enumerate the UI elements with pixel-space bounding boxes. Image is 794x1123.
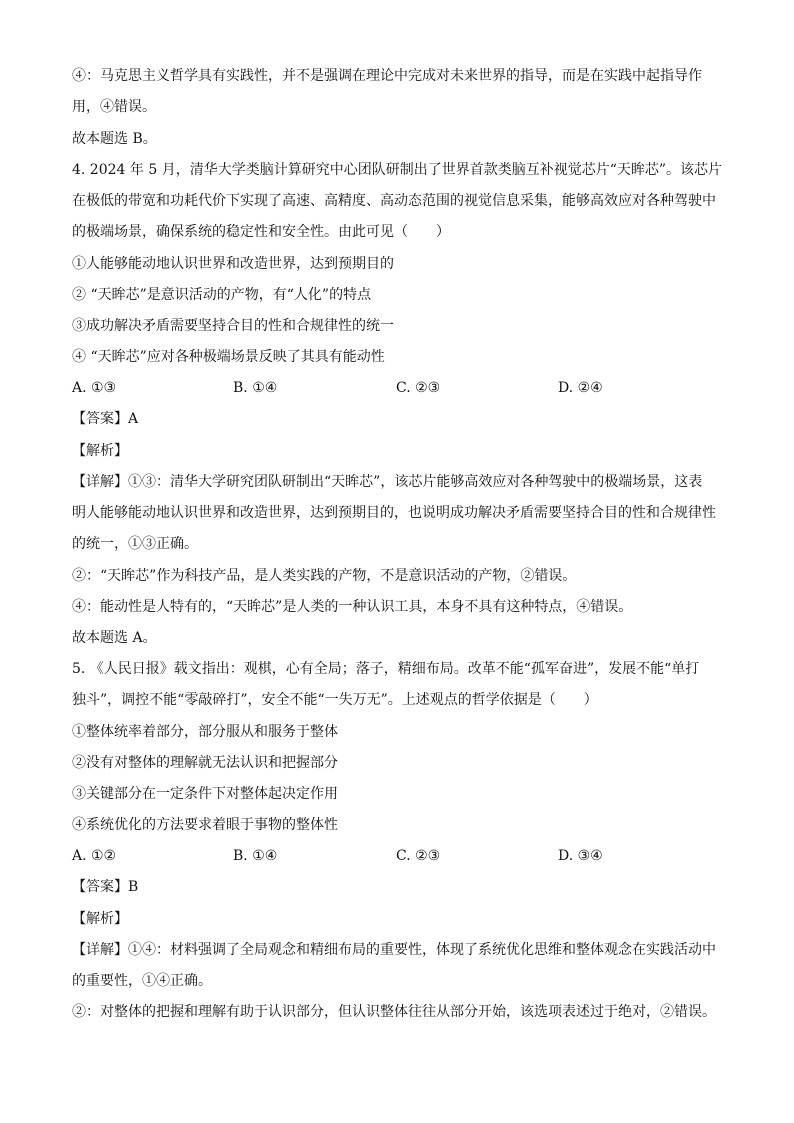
q4-answer: 【答案】A	[72, 411, 139, 427]
q4-stem-line: 在极低的带宽和功耗代价下实现了高速、高精度、高动态范围的视觉信息采集，能够高效应对各种驾驶中	[72, 193, 716, 209]
q5-option-c: C. ②③	[396, 848, 441, 864]
q5-statement: ④系统优化的方法要求着眼于事物的整体性	[72, 817, 338, 833]
q5-option-a: A. ①②	[72, 848, 117, 864]
q4-statement: ①人能够能动地认识世界和改造世界，达到预期目的	[72, 256, 394, 272]
q4-detail-line: ④：能动性是人特有的，“天眸芯”是人类的一种认识工具，本身不具有这种特点，④错误。	[72, 599, 633, 615]
q4-statement: ② “天眸芯”是意识活动的产物，有“人化”的特点	[72, 287, 372, 303]
q4-detail-line: 的统一，①③正确。	[72, 536, 198, 552]
q5-detail-line: 的重要性，①④正确。	[72, 973, 212, 989]
prev-explanation-line: 用，④错误。	[72, 99, 156, 115]
q4-conclusion: 故本题选 A。	[72, 630, 157, 646]
q4-detail-line: ②：“天眸芯”作为科技产品，是人类实践的产物，不是意识活动的产物，②错误。	[72, 568, 577, 584]
q5-statement: ③关键部分在一定条件下对整体起决定作用	[72, 786, 338, 802]
q5-detail-line: 【详解】①④：材料强调了全局观念和精细布局的重要性，体现了系统优化思维和整体观念在实践活动中	[72, 942, 716, 958]
q4-statement: ④ “天眸芯”应对各种极端场景反映了其具有能动性	[72, 349, 385, 365]
q5-detail-line: ②：对整体的把握和理解有助于认识部分，但认识整体往往从部分开始，该选项表述过于绝对，②错误。	[72, 1004, 716, 1020]
q5-option-d: D. ③④	[558, 848, 603, 864]
q4-option-d: D. ②④	[558, 380, 603, 396]
q4-detail-line: 【详解】①③：清华大学研究团队研制出“天眸芯”，该芯片能够高效应对各种驾驶中的极端场景，这表	[72, 474, 703, 490]
q5-stem-line: 5. 《人民日报》载文指出：观棋，心有全局；落子，精细布局。改革不能“孤军奋进”，发展不能“单打	[72, 661, 700, 677]
q4-option-a: A. ①③	[72, 380, 117, 396]
prev-conclusion: 故本题选 B。	[72, 131, 157, 147]
q4-stem-line: 的极端场景，确保系统的稳定性和安全性。由此可见（ ）	[72, 224, 450, 240]
prev-explanation-line: ④：马克思主义哲学具有实践性，并不是强调在理论中完成对未来世界的指导，而是在实践中起指导作	[72, 68, 702, 84]
q5-answer: 【答案】B	[72, 879, 139, 895]
q5-option-b: B. ①④	[233, 848, 278, 864]
q5-analysis-label: 【解析】	[72, 911, 128, 927]
q5-stem-line: 独斗”，调控不能“零敲碎打”，安全不能“一失万无”。上述观点的哲学依据是（ ）	[72, 692, 598, 708]
q5-statement: ②没有对整体的理解就无法认识和把握部分	[72, 755, 338, 771]
q4-option-b: B. ①④	[233, 380, 278, 396]
q4-statement: ③成功解决矛盾需要坚持合目的性和合规律性的统一	[72, 318, 394, 334]
q4-option-c: C. ②③	[396, 380, 441, 396]
q4-stem-line: 4. 2024 年 5 月，清华大学类脑计算研究中心团队研制出了世界首款类脑互补视觉芯片“天眸芯”。该芯片	[72, 162, 723, 178]
q4-detail-line: 明人能够能动地认识世界和改造世界，达到预期目的，也说明成功解决矛盾需要坚持合目的性和合规律性	[72, 505, 716, 521]
q4-analysis-label: 【解析】	[72, 443, 128, 459]
q5-statement: ①整体统率着部分，部分服从和服务于整体	[72, 724, 338, 740]
